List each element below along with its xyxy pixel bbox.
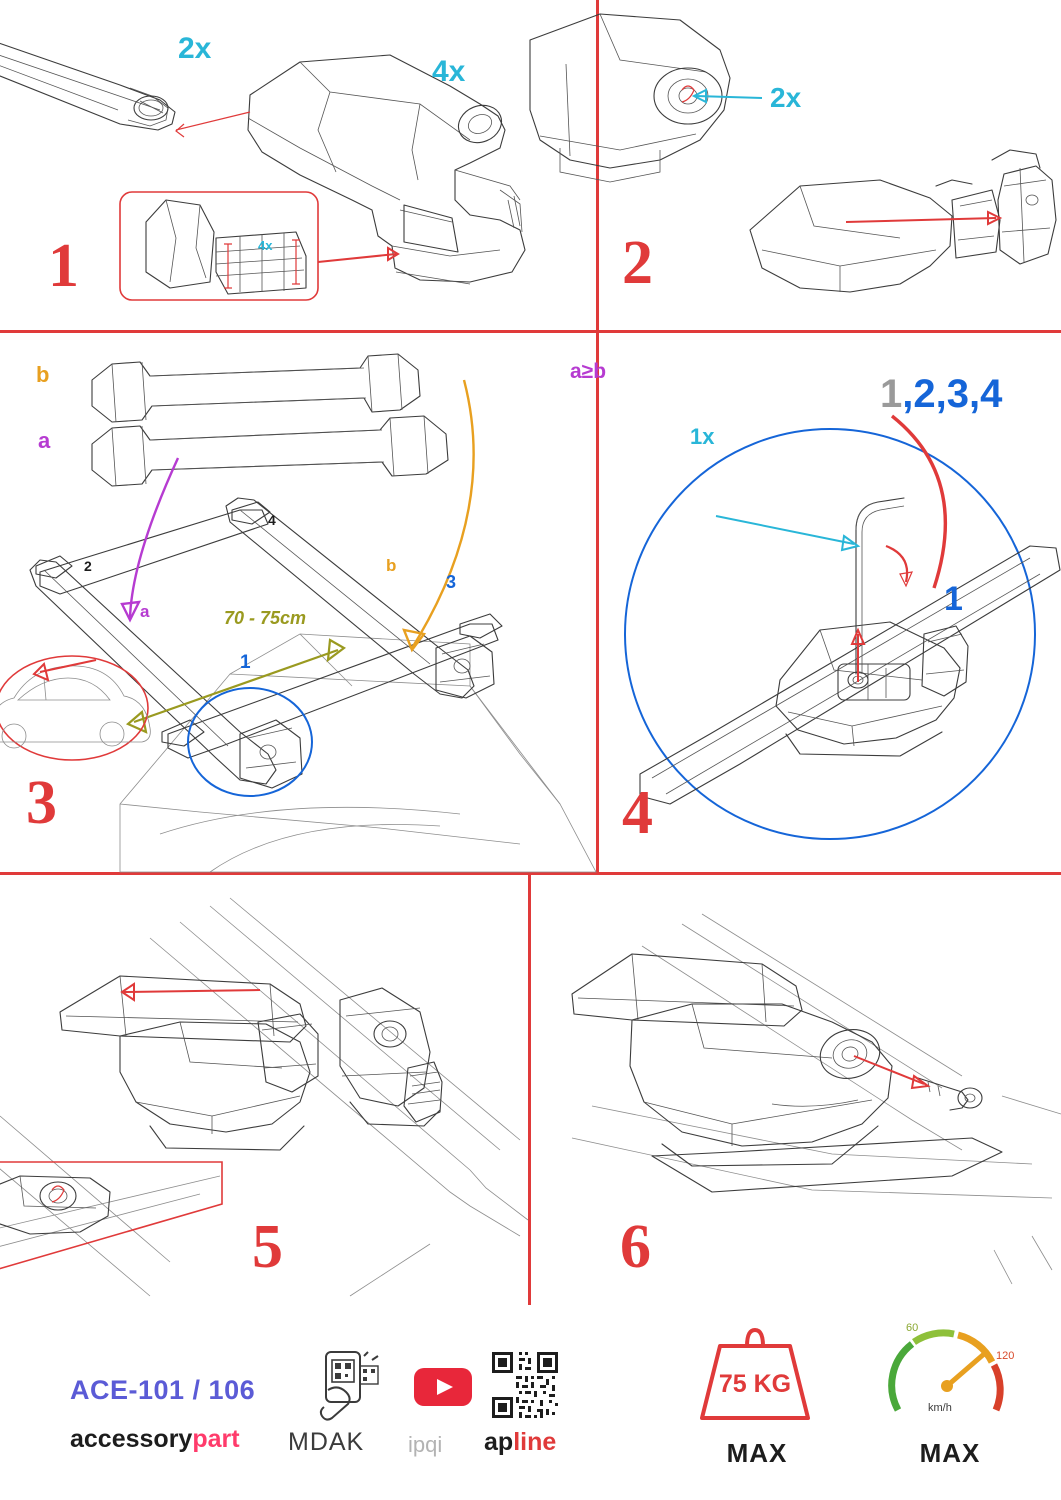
divider-v-3	[528, 875, 531, 1305]
gauge-min-label: 60	[906, 1322, 919, 1334]
step-3-label-a-2: a	[140, 602, 150, 621]
step-4-qty-key: 1x	[690, 424, 715, 449]
step-3-illustration	[0, 334, 596, 872]
step-1-qty-foot: 4x	[432, 55, 466, 88]
divider-v-2	[596, 333, 599, 872]
speed-unit-label: km/h	[928, 1402, 952, 1414]
step-4-number: 4	[622, 779, 651, 847]
step-5-panel	[0, 876, 528, 1306]
step-4-condition-label: a≥b	[570, 360, 607, 383]
step-3-marker-4: 4	[268, 512, 276, 528]
brand-ipqi: ipqi	[408, 1432, 443, 1457]
brand-accessorypart-part2: part	[192, 1425, 240, 1453]
step-1-qty-pad: 4x	[258, 238, 273, 253]
step-1-illustration	[0, 0, 596, 330]
step-3-number: 3	[26, 769, 55, 837]
step-6-illustration	[532, 876, 1061, 1306]
step-5-number: 5	[252, 1213, 281, 1281]
step-1-qty-bar: 2x	[178, 32, 212, 65]
model-code: ACE-101 / 106	[70, 1375, 256, 1405]
step-3-label-b: b	[36, 362, 50, 387]
step-3-label-b-2: b	[386, 556, 397, 575]
step-3-label-a: a	[38, 428, 51, 453]
youtube-icon[interactable]	[412, 1364, 474, 1410]
step-3-marker-2: 2	[84, 558, 92, 574]
divider-top	[0, 330, 1061, 333]
step-3-marker-3: 3	[446, 572, 457, 592]
step-1-number: 1	[48, 232, 77, 300]
weight-limit-caption: MAX	[726, 1438, 788, 1468]
step-3-marker-1: 1	[240, 652, 251, 673]
step-4-order-first: 1	[944, 580, 963, 618]
brand-accessorypart-part1: accessory	[70, 1425, 193, 1453]
qr-scan-phone-icon	[312, 1350, 384, 1424]
brand-accessorypart	[70, 1425, 240, 1454]
footer-panel	[0, 1310, 1061, 1500]
step-1-panel	[0, 0, 596, 330]
step-4-order-rest: ,2,3,4	[902, 372, 1003, 416]
step-6-number: 6	[620, 1213, 649, 1281]
brand-mdak: MDAK	[288, 1428, 365, 1456]
brand-apline-part1: ap	[484, 1428, 514, 1456]
step-2-illustration	[600, 0, 1061, 330]
qr-code-icon	[492, 1352, 558, 1418]
step-3-distance-label: 70 - 75cm	[224, 608, 307, 628]
step-6-panel	[532, 876, 1061, 1306]
brand-apline-part2: line	[513, 1428, 557, 1456]
gauge-max-label: 120	[996, 1350, 1015, 1362]
weight-limit-value: 75 KG	[718, 1370, 792, 1398]
step-4-panel	[570, 334, 1061, 872]
step-4-order-sequence	[880, 372, 1002, 417]
speed-limit-caption: MAX	[919, 1438, 981, 1468]
step-2-qty-lock: 2x	[770, 82, 802, 113]
step-2-number: 2	[622, 229, 651, 297]
step-4-order-1: 1	[880, 372, 903, 416]
brand-apline	[484, 1428, 556, 1457]
step-2-panel	[600, 0, 1061, 330]
step-3-panel	[0, 334, 596, 872]
